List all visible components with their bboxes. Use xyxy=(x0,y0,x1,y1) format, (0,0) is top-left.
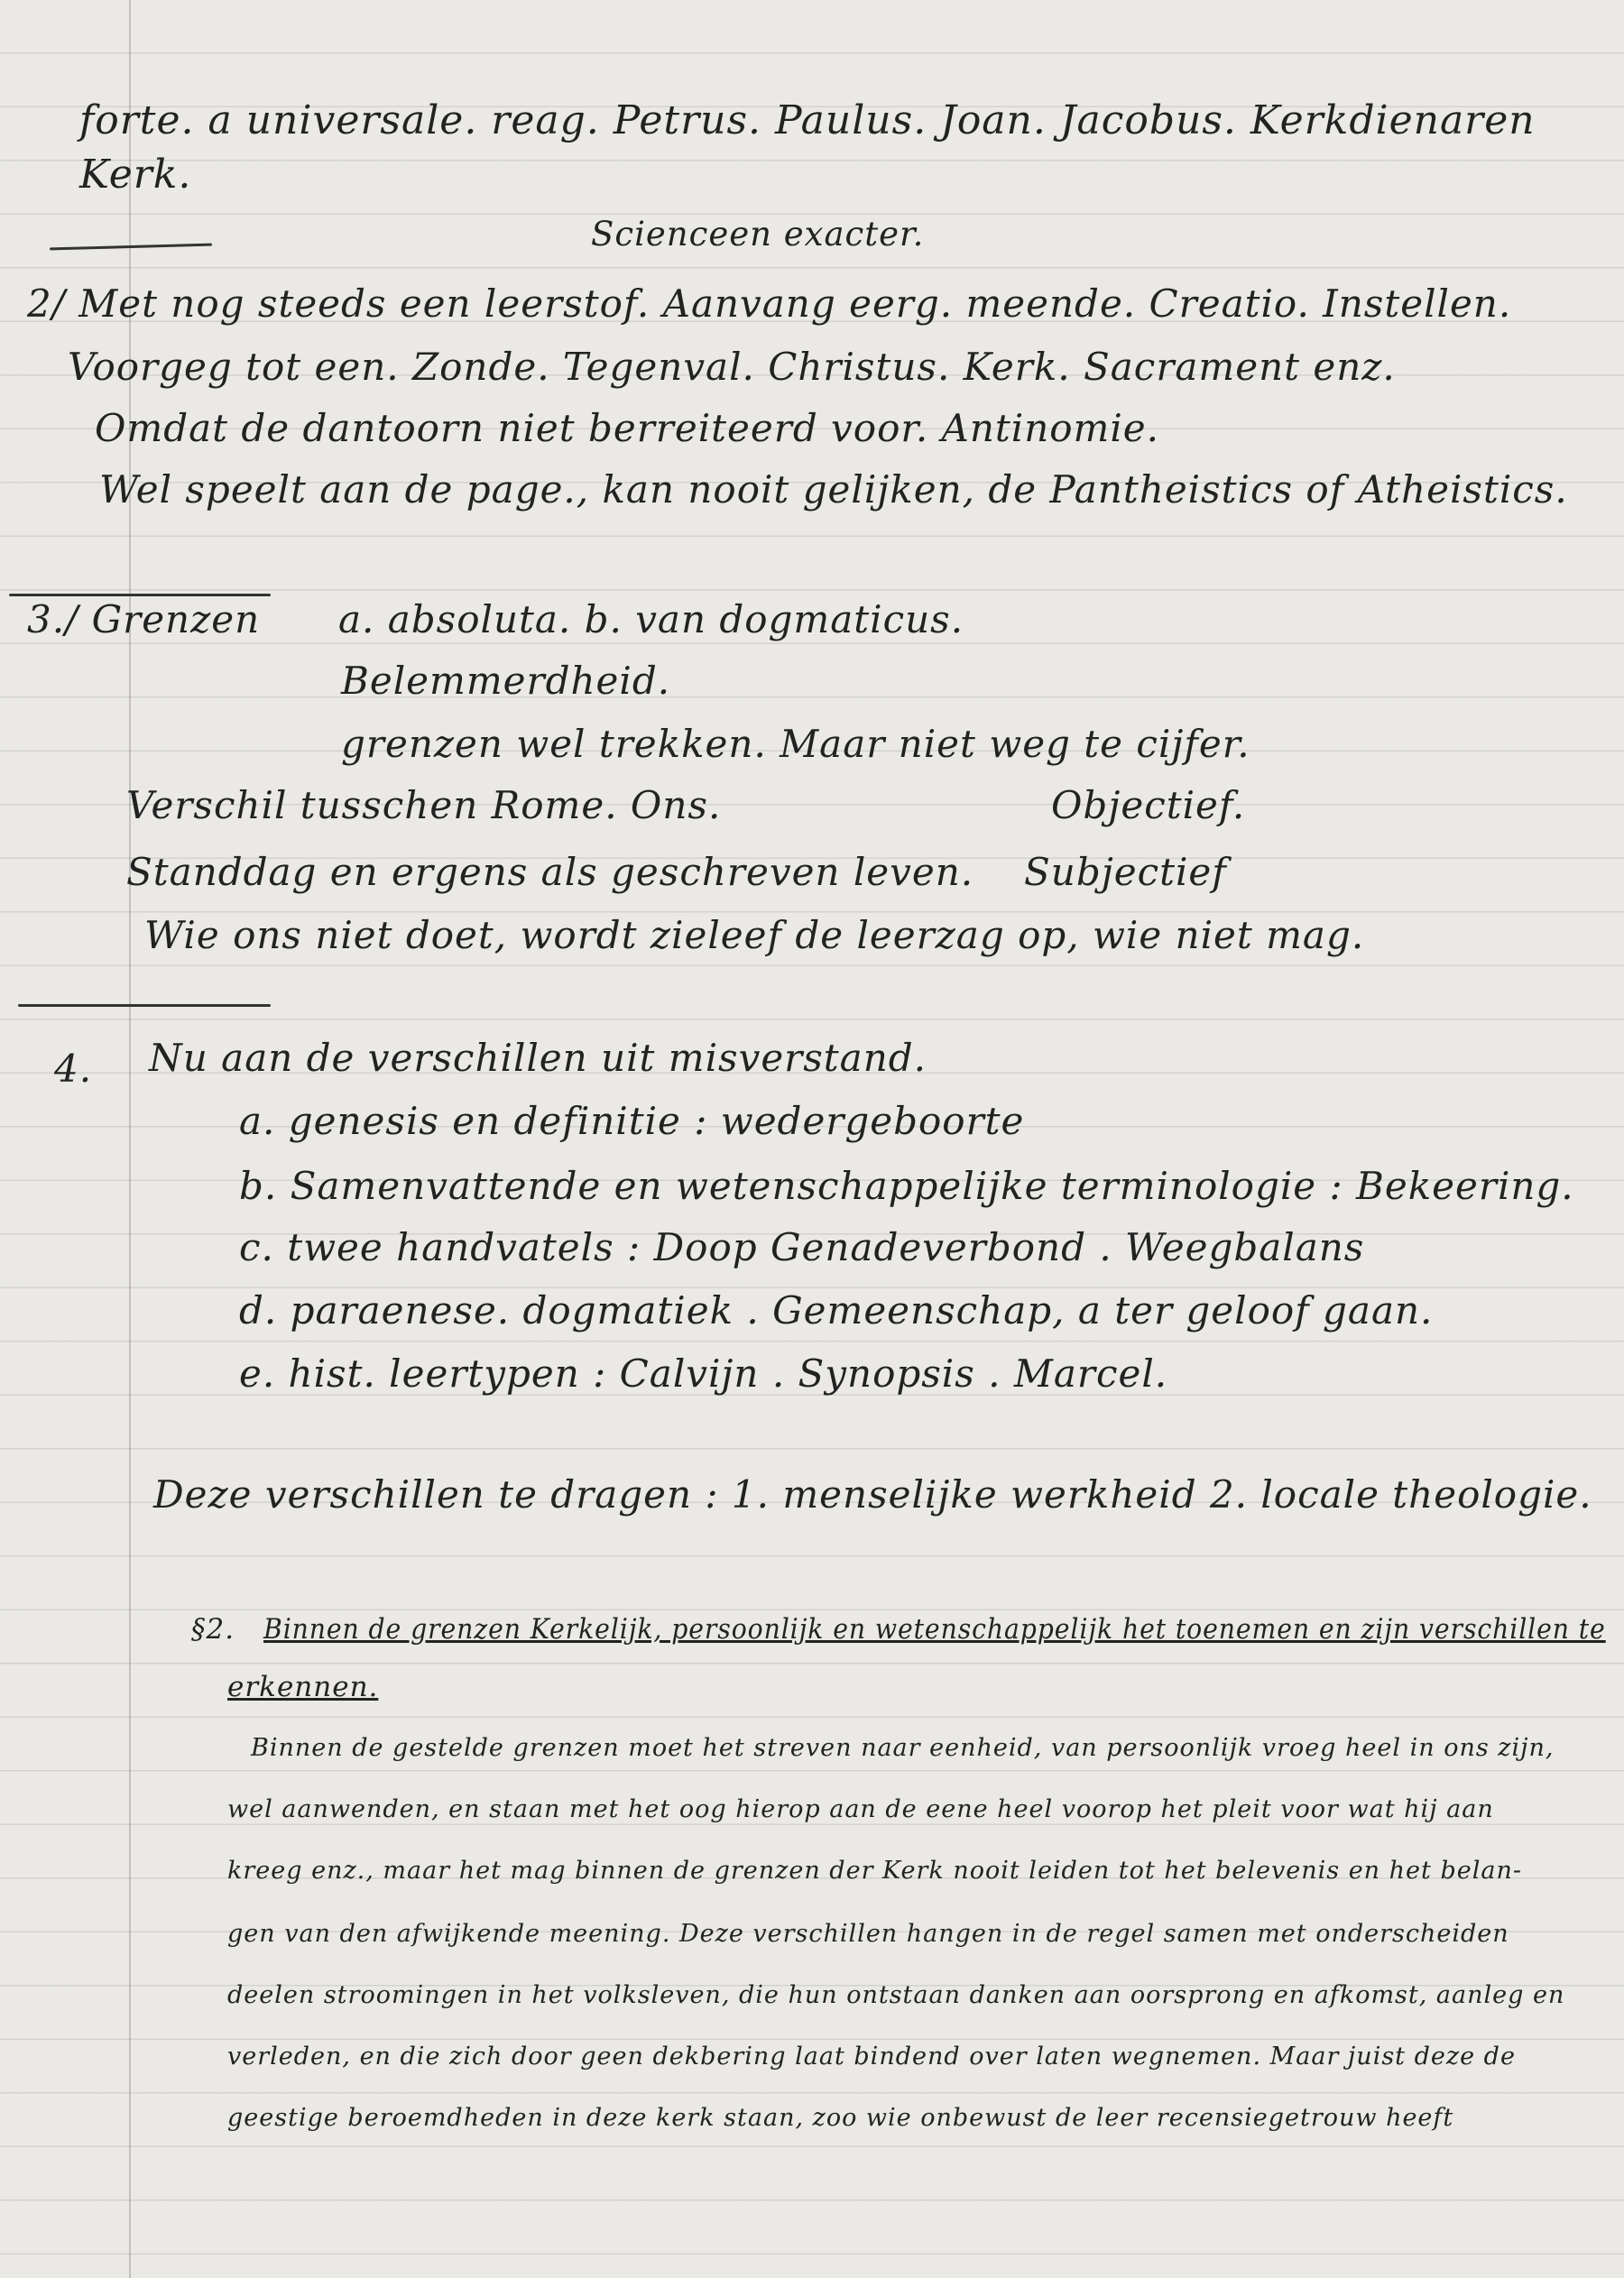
section-3-line-4: Verschil tusschen Rome. Ons. xyxy=(126,783,722,827)
paragraph-title-line-1: Binnen de grenzen Kerkelijk, persoonlijk en wetenschappelijk het toenemen en zijn verschillen te xyxy=(263,1613,1606,1646)
divider-rule-2 xyxy=(9,594,271,596)
section-2-line-3: Omdat de dantoorn niet berreiteerd voor. Antinomie. xyxy=(95,406,1160,450)
paragraph-line-6: verleden, en die zich door geen dekbering laat bindend over laten wegnemen. Maar juist deze de xyxy=(227,2043,1516,2070)
section-3-line-2: Belemmerdheid. xyxy=(341,659,671,703)
line-1: forte. a universale. reag. Petrus. Paulus. Joan. Jacobus. Kerkdienaren xyxy=(79,97,1536,143)
section-3-line-6: Wie ons niet doet, wordt zieleef de leerzag op, wie niet mag. xyxy=(144,913,1365,957)
section-4-conclusion: Deze verschillen te dragen : 1. menselijke werkheid 2. locale theologie. xyxy=(153,1472,1592,1517)
section-2-line-1: 2/ Met nog steeds een leerstof. Aanvang eerg. meende. Creatio. Instellen. xyxy=(27,281,1512,326)
section-3-line-5: Standdag en ergens als geschreven leven. xyxy=(126,850,974,894)
divider-rule-3 xyxy=(18,1004,271,1007)
section-heading: Scienceen exacter. xyxy=(591,215,925,254)
section-4-item-e: e. hist. leertypen : Calvijn . Synopsis . Marcel. xyxy=(239,1351,1168,1396)
section-4-line-0: Nu aan de verschillen uit misverstand. xyxy=(149,1036,927,1080)
section-4-item-c: c. twee handvatels : Doop Genadeverbond . Weegbalans xyxy=(239,1225,1365,1269)
section-2-line-2: Voorgeg tot een. Zonde. Tegenval. Christus. Kerk. Sacrament enz. xyxy=(68,345,1396,389)
section-3-line-4-right: Objectief. xyxy=(1051,783,1246,827)
paragraph-line-3: kreeg enz., maar het mag binnen de grenzen der Kerk nooit leiden tot het belevenis en het belan- xyxy=(227,1857,1522,1885)
section-4-item-a: a. genesis en definitie : wedergeboorte xyxy=(239,1099,1025,1143)
paragraph-line-1: Binnen de gestelde grenzen moet het streven naar eenheid, van persoonlijk vroeg heel in ons zijn, xyxy=(251,1734,1555,1762)
margin-rule xyxy=(129,0,131,2278)
divider-rule-1 xyxy=(50,244,212,251)
section-4-label: 4. xyxy=(54,1047,93,1091)
line-2: Kerk. xyxy=(79,152,192,198)
section-4-item-d: d. paraenese. dogmatiek . Gemeenschap, a ter geloof gaan. xyxy=(239,1288,1434,1333)
paragraph-line-7: geestige beroemdheden in deze kerk staan, zoo wie onbewust de leer recensiegetrouw heeft xyxy=(227,2104,1454,2132)
section-3-label: 3./ Grenzen xyxy=(27,597,261,641)
paragraph-number: §2. xyxy=(191,1613,235,1646)
paragraph-line-4: gen van den afwijkende meening. Deze verschillen hangen in de regel samen met onderscheiden xyxy=(227,1920,1509,1948)
paragraph-line-2: wel aanwenden, en staan met het oog hierop aan de eene heel voorop het pleit voor wat hij aan xyxy=(227,1795,1494,1823)
paragraph-line-5: deelen stroomingen in het volksleven, die hun ontstaan danken aan oorsprong en afkomst, aanleg en xyxy=(227,1981,1565,2009)
section-3-line-3: grenzen wel trekken. Maar niet weg te cijfer. xyxy=(341,722,1250,766)
section-2-line-4: Wel speelt aan de page., kan nooit gelijken, de Pantheistics of Atheistics. xyxy=(99,467,1568,512)
paragraph-title-line-2: erkennen. xyxy=(227,1671,379,1703)
section-3-line-5-right: Subjectief xyxy=(1024,850,1227,894)
section-4-item-b: b. Samenvattende en wetenschappelijke terminologie : Bekeering. xyxy=(239,1164,1574,1208)
section-3-line-1: a. absoluta. b. van dogmaticus. xyxy=(338,597,964,641)
